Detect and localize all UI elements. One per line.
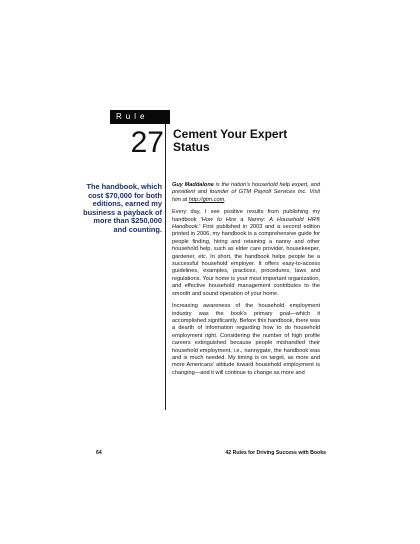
- rule-title-line1: Cement Your Expert: [173, 127, 288, 141]
- page-number: 64: [96, 450, 102, 456]
- body-text: [172, 182, 320, 382]
- author-intro: [172, 182, 320, 204]
- rule-label: Rule: [110, 110, 170, 124]
- column-divider: [165, 124, 166, 410]
- paragraph-1-after: First published in 2003 and a second edition printed in 2006, my handbook is a comprehensive guide for people finding, hiring and retaining a nanny and other household help, such as elder care provider, housekeeper, gardener, etc. In short, the handbook helps people be a successful household employer. It offers easy-to-access guidelines, examples, practices, procedures, laws and regulations. Your home is your most important organization, and effective household management contributes to the smooth and sound operation of your home.: [172, 224, 320, 297]
- rule-title: [173, 128, 333, 154]
- footer-book-title: 42 Rules for Driving Success with Books: [225, 450, 326, 456]
- author-name: Guy Maddalone: [172, 182, 214, 188]
- author-intro-period: .: [224, 196, 226, 203]
- paragraph-1-before: Every day, I see positive results from publishing my handbook: [172, 209, 320, 223]
- pullquote: The handbook, which cost $70,000 for both editions, earned my business a payback of more than $250,000 and counting.: [83, 182, 162, 234]
- rule-number: 27: [130, 126, 164, 159]
- author-bio: is the nation's household help expert, and president and founder of GTM Payroll Services Inc. Visit him at: [172, 182, 320, 203]
- handbook-title: 'How to Hire a Nanny: A Household HR® Handbook.': [172, 216, 320, 231]
- rule-title-line2: Status: [173, 140, 210, 154]
- paragraph-1: [172, 209, 320, 298]
- author-link[interactable]: http://gtm.com: [188, 196, 225, 203]
- paragraph-2: Increasing awareness of the household employment industry was the book's primary goal—which it accomplished significantly. Before this handbook, there was a dearth of information regarding how to do household employment right. Considering the number of high profile careers extinguished because people mishandled their household employment, i.e., nannygate, the handbook was and is much needed. My timing is on target, as more and more Americans' attitude toward household employment is changing—and it will continue to change as more and: [172, 303, 320, 376]
